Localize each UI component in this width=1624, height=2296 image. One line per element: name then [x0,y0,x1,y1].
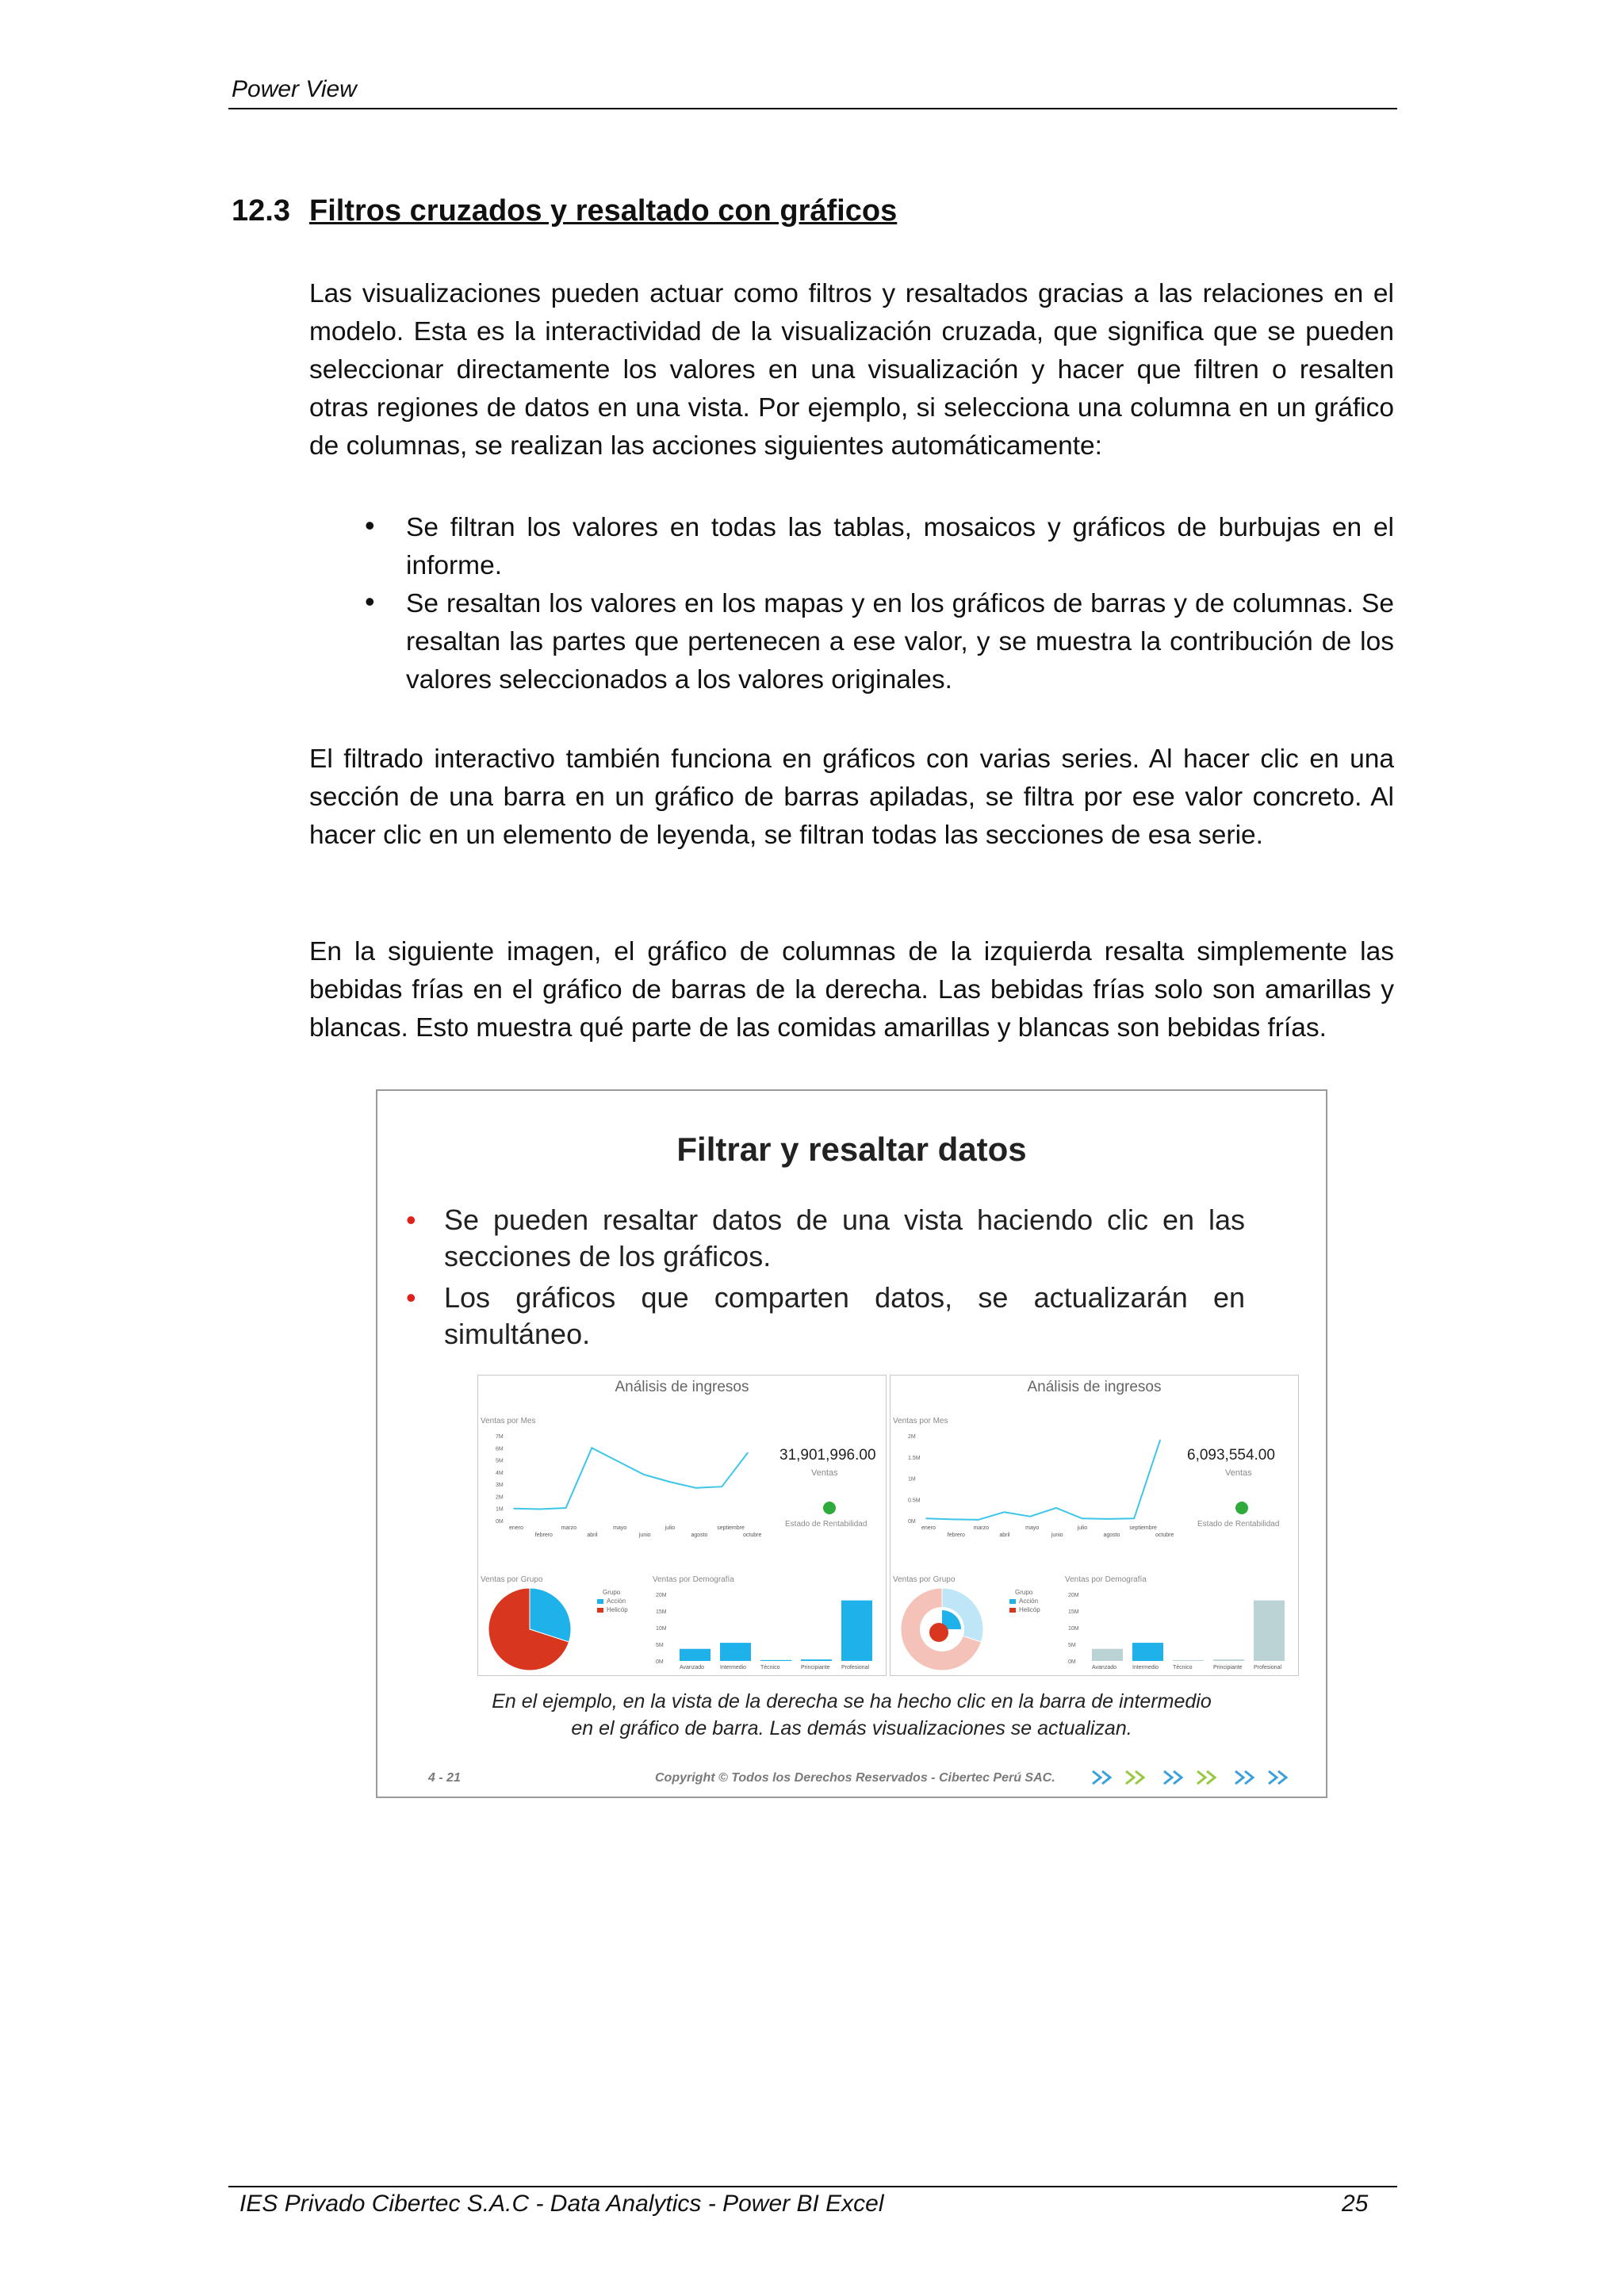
bar-chart [645,1583,883,1674]
data-point [617,1460,619,1462]
dashboard-panel-right [890,1375,1299,1676]
bar [841,1601,872,1661]
data-point [643,1474,645,1475]
data-point [592,1447,593,1448]
x-tick-label: Técnico [760,1665,780,1670]
y-tick-label: 5M [1068,1643,1076,1648]
slide-title: Filtrar y resaltar datos [676,1131,1027,1168]
panel-title: Análisis de ingresos [615,1379,749,1395]
data-point [1082,1518,1083,1520]
x-tick-label: Intermedio [720,1665,747,1670]
data-point [539,1509,541,1510]
legend-swatch [597,1599,603,1604]
x-tick-label: Principiante [1213,1665,1243,1670]
x-tick-label: abril [587,1533,598,1538]
data-point [978,1519,979,1521]
y-tick-label: 7M [496,1434,504,1440]
y-tick-label: 15M [656,1609,667,1615]
slide-bullet-2 [406,1280,1245,1353]
bar [760,1660,791,1661]
x-tick-label: Avanzado [1092,1665,1117,1670]
data-point [721,1486,722,1487]
legend-item: Helicóp [607,1606,628,1613]
x-tick-label: julio [665,1525,676,1531]
bar-highlight [1132,1643,1163,1661]
pie-chart [486,1586,581,1673]
slide-copyright: Copyright © Todos los Derechos Reservados - Cibertec Perú SAC. [655,1771,1055,1785]
decorative-chevrons-icon [1086,1766,1300,1790]
x-tick-label: Avanzado [680,1665,705,1670]
x-tick-label: marzo [973,1525,990,1531]
x-tick-label: mayo [613,1525,627,1531]
slide-bullet-dot: • [406,1203,416,1236]
x-tick-label: enero [509,1525,523,1531]
x-tick-label: marzo [561,1525,577,1531]
bullet-item-2: Se resaltan los valores en los mapas y en los gráficos de barras y de columnas. Se resaltan las partes que pertenecen a ese valor, y se muestra la contribución de los valores seleccionados a los valores originales. [406,589,1394,695]
x-tick-label: Técnico [1173,1665,1193,1670]
section-number: 12.3 [232,194,290,228]
y-tick-label: 1M [908,1476,916,1483]
legend-title: Grupo [603,1589,621,1596]
data-point [1029,1516,1031,1517]
bullet-item-1: Se filtran los valores en todas las tablas, mosaicos y gráficos de burbujas en el informe. [406,513,1394,580]
kpi-value: 6,093,554.00 [1187,1447,1275,1464]
y-tick-label: 15M [1068,1609,1079,1615]
header-divider [228,108,1397,109]
data-point [1004,1512,1005,1513]
bar [1173,1660,1204,1661]
donut-chart [898,1586,994,1673]
data-point [1108,1518,1109,1520]
page-header-title: Power View [232,76,357,102]
kpi-label: Ventas [811,1468,838,1478]
x-tick-label: enero [921,1525,936,1531]
x-tick-label: mayo [1025,1525,1040,1531]
legend-item: Acción [607,1598,626,1605]
y-tick-label: 2M [496,1494,504,1501]
y-tick-label: 20M [1068,1593,1079,1598]
legend-swatch [1009,1599,1016,1604]
data-point [1133,1518,1135,1520]
kpi-label: Ventas [1225,1468,1252,1478]
y-tick-label: 2M [908,1434,916,1440]
legend-item: Helicóp [1019,1606,1040,1613]
line-chart-label: Ventas por Mes [481,1417,536,1425]
x-tick-label: julio [1077,1525,1088,1531]
line-chart-label: Ventas por Mes [893,1417,948,1425]
x-tick-label: febrero [947,1533,965,1538]
pie-chart-label: Ventas por Grupo [893,1575,956,1584]
x-tick-label: Intermedio [1132,1665,1159,1670]
y-tick-label: 3M [496,1483,504,1489]
x-tick-label: septiembre [717,1525,745,1531]
y-tick-label: 0M [908,1519,916,1525]
y-tick-label: 20M [656,1593,667,1598]
bullet-dot: • [365,509,375,541]
x-tick-label: abril [999,1533,1010,1538]
y-tick-label: 5M [496,1458,504,1464]
line-chart [478,1422,772,1540]
section-title: Filtros cruzados y resaltado con gráficos [309,194,898,228]
x-tick-label: octubre [743,1533,762,1538]
y-tick-label: 1.5M [908,1455,921,1461]
y-tick-label: 10M [656,1626,667,1632]
x-tick-label: Profesional [1254,1665,1282,1670]
slide-bullet-text: Los gráficos que comparten datos, se actualizarán en simultáneo. [444,1281,1245,1350]
data-point [513,1508,515,1510]
series-line [514,1448,748,1509]
bar-chart [1057,1583,1295,1674]
x-tick-label: junio [638,1533,651,1538]
data-point [747,1452,749,1454]
y-tick-label: 0.5M [908,1498,921,1504]
y-tick-label: 1M [496,1506,504,1513]
footer-divider [228,2186,1397,2187]
bar [680,1649,710,1661]
y-tick-label: 0M [496,1519,504,1525]
panel-title: Análisis de ingresos [1027,1379,1162,1395]
status-label: Estado de Rentabilidad [785,1520,868,1529]
data-point [565,1507,567,1509]
x-tick-label: agosto [691,1533,708,1538]
slide-caption-line-1: En el ejemplo, en la vista de la derecha se ha hecho clic en la barra de intermedio [492,1690,1212,1712]
data-point [695,1487,697,1489]
legend-item: Acción [1019,1598,1039,1605]
series-line [926,1440,1160,1520]
data-point [925,1518,927,1520]
legend-title: Grupo [1015,1589,1033,1596]
bar [1092,1649,1123,1661]
body-paragraph-3: En la siguiente imagen, el gráfico de columnas de la izquierda resalta simplemente las bebidas frías en el gráfico de barras de la derecha. Las bebidas frías solo son amarillas y blancas. Esto muestra qué parte de las comidas amarillas y blancas son bebidas frías. [309,937,1394,1043]
y-tick-label: 10M [1068,1626,1079,1632]
x-tick-label: octubre [1155,1533,1174,1538]
y-tick-label: 5M [656,1643,664,1648]
y-tick-label: 6M [496,1446,504,1452]
kpi-value: 31,901,996.00 [779,1447,876,1464]
slide-page-ref: 4 - 21 [428,1771,461,1785]
y-tick-label: 0M [656,1659,664,1665]
pie-chart-label: Ventas por Grupo [481,1575,543,1584]
bar [1254,1601,1285,1661]
y-tick-label: 0M [1068,1659,1076,1665]
dashboard-panel-left [477,1375,887,1676]
x-tick-label: febrero [534,1533,553,1538]
x-tick-label: septiembre [1129,1525,1157,1531]
data-point [1055,1507,1057,1509]
data-point [952,1519,953,1521]
bar-chart-label: Ventas por Demografía [653,1575,734,1584]
footer-text: IES Privado Cibertec S.A.C - Data Analytics - Power BI Excel [239,2191,884,2217]
body-paragraph-1: Las visualizaciones pueden actuar como filtros y resaltados gracias a las relaciones en el modelo. Esta es la interactividad de la visualización cruzada, que significa que se pueden seleccionar directamente los valores en una visualización y hacer que filtren o resalten otras regiones de datos en una vista. Por ejemplo, si selecciona una columna en un gráfico de columnas, se realizan las acciones siguientes automáticamente: [309,279,1394,461]
status-indicator-icon [823,1502,836,1514]
bar [1213,1659,1244,1661]
x-tick-label: Profesional [841,1665,870,1670]
page-number: 25 [1342,2191,1369,2217]
x-tick-label: agosto [1103,1533,1120,1538]
legend-swatch [597,1608,603,1613]
section-heading [232,194,897,228]
data-point [1159,1440,1161,1441]
y-tick-label: 4M [496,1470,504,1476]
status-label: Estado de Rentabilidad [1197,1520,1280,1529]
status-indicator-icon [1235,1502,1248,1514]
x-tick-label: junio [1051,1533,1063,1538]
x-tick-label: Principiante [801,1665,830,1670]
bar [801,1659,832,1661]
body-paragraph-2: El filtrado interactivo también funciona en gráficos con varias series. Al hacer clic en una sección de una barra en un gráfico de barras apiladas, se filtra por ese valor concreto. Al hacer clic en un elemento de leyenda, se filtran todas las secciones de esa serie. [309,744,1394,850]
bar-chart-label: Ventas por Demografía [1065,1575,1147,1584]
slide-image [376,1089,1327,1798]
slide-bullet-1 [406,1202,1245,1275]
bar [720,1643,751,1661]
slide-bullet-text: Se pueden resaltar datos de una vista haciendo clic en las secciones de los gráficos. [444,1203,1245,1272]
line-chart [891,1422,1184,1540]
slide-caption-line-2: en el gráfico de barra. Las demás visualizaciones se actualizan. [571,1717,1132,1739]
bullet-dot: • [365,585,375,618]
slide-bullet-dot: • [406,1281,416,1314]
data-point [669,1481,671,1483]
legend-swatch [1009,1608,1016,1613]
pie-slice-highlight [929,1623,948,1642]
